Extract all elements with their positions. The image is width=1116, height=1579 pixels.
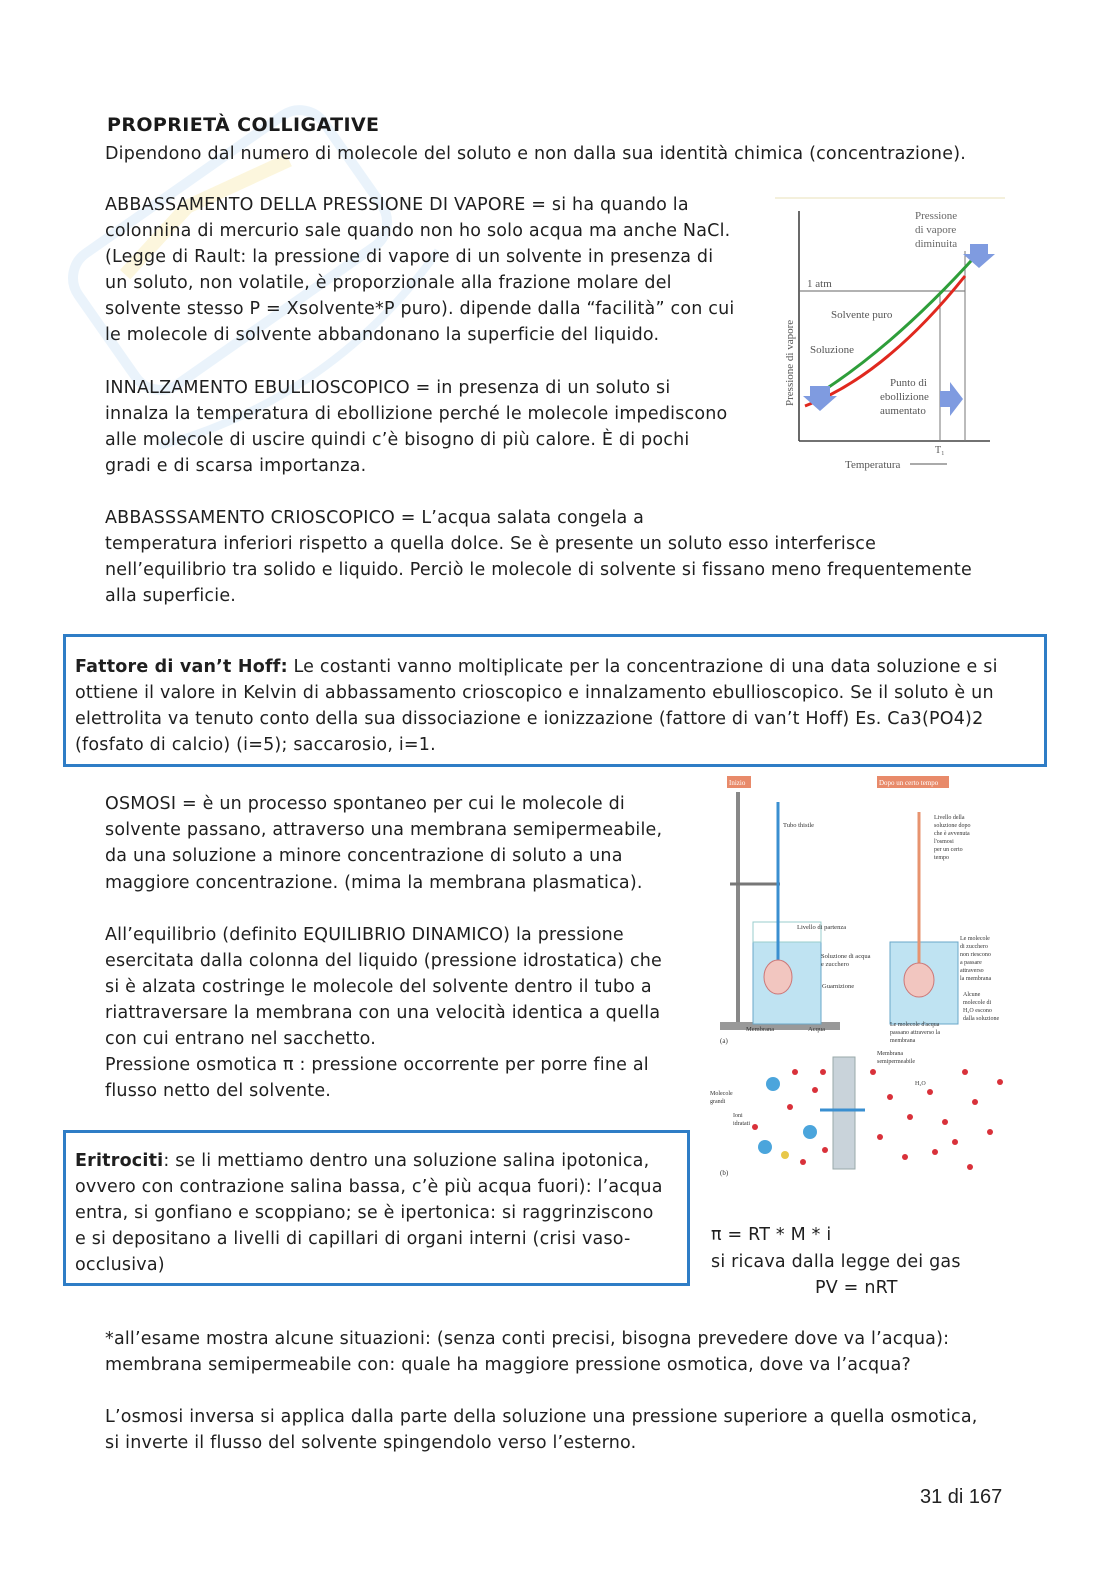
ion: [781, 1151, 789, 1159]
label-solution-1: Soluzione di acqua: [821, 953, 871, 960]
tag-after: Dopo un certo tempo: [879, 779, 939, 787]
label-lowered-2: di vapore: [915, 224, 957, 236]
erythro-line: ovvero con contrazione salina bassa, c’è più acqua fuori): l’acqua: [75, 1177, 663, 1197]
vapor-line: le molecole di solvente abbandonano la superficie del liquido.: [105, 325, 660, 345]
equilibrium-line: esercitata dalla colonna del liquido (pressione idrostatica) che: [105, 951, 663, 971]
water-molecules: [752, 1069, 1003, 1170]
vapor-line: un soluto, non volatile, è proporzionale alla frazione molare del: [105, 273, 672, 293]
bag-right: [904, 963, 934, 997]
osmosis-line: solvente passano, attraverso una membrana semipermeabile,: [105, 820, 663, 840]
label-lowered-1: Pressione: [915, 210, 958, 222]
vapor-line: (Legge di Rault: la pressione di vapore di un solvente in presenza di: [105, 247, 714, 267]
label-some: dalla soluzione: [963, 1016, 1000, 1022]
erythro-line-first: [75, 1148, 649, 1174]
label-semi: Membrana: [877, 1051, 903, 1057]
label-after-level: tempo: [934, 855, 949, 861]
membrane-b: [833, 1057, 855, 1169]
label-solution-2: e zucchero: [821, 961, 849, 968]
label-gasket: Guarnizione: [822, 983, 855, 990]
label-raised-3: aumentato: [880, 405, 926, 417]
big-molecule: [758, 1140, 772, 1154]
label-water-mol: passano attraverso la: [890, 1030, 940, 1036]
reverse-line: L’osmosi inversa si applica dalla parte della soluzione una pressione superiore a quella osmotica,: [105, 1407, 978, 1427]
reverse-line: si inverte il flusso del solvente spingendolo verso l’esterno.: [105, 1433, 637, 1453]
vanthoff-line: elettrolita va tenuto conto della sua dissociazione e ionizzazione (fattore di van’t Hoff) Es. Ca3(PO4)2: [75, 709, 984, 729]
erythro-line: occlusiva): [75, 1255, 165, 1275]
osmotic-formula: π = RT * M * i: [711, 1225, 832, 1245]
label-raised-2: ebollizione: [880, 391, 929, 403]
eritrociti-box: [63, 1130, 690, 1286]
label-after-level: soluzione dopo: [934, 823, 971, 829]
label-some: H₂O escono: [963, 1008, 992, 1014]
label-some: Alcune: [963, 992, 981, 998]
vanthoff-line: ottiene il valore in Kelvin di abbassamento crioscopico e innalzamento ebullioscopico. Se il soluto è un: [75, 683, 994, 703]
label-water: Acqua: [808, 1026, 825, 1033]
bag-left: [764, 960, 792, 994]
cryo-line: alla superficie.: [105, 586, 237, 606]
vapor-line: solvente stesso P = Xsolvente*P puro). dipende dalla “facilità” con cui: [105, 299, 735, 319]
boiling-line: alle molecole di uscire quindi c’è bisogno di più calore. È di pochi: [105, 430, 690, 450]
cryo-line: ABBASSSAMENTO CRIOSCOPICO = L’acqua salata congela a: [105, 508, 645, 528]
label-atm: 1 atm: [807, 278, 832, 290]
label-after-level: che è avvenuta: [934, 831, 970, 837]
page-number: 31 di 167: [920, 1486, 1003, 1508]
vanthoff-line: (fosfato di calcio) (i=5); saccarosio, i=1.: [75, 735, 436, 755]
equilibrium-line: con cui entrano nel sacchetto.: [105, 1029, 377, 1049]
big-molecule: [766, 1077, 780, 1091]
intro-text: Dipendono dal numero di molecole del soluto e non dalla sua identità chimica (concentrazione).: [105, 144, 966, 164]
vanthoff-first-line: Le costanti vanno moltiplicate per la concentrazione di una data soluzione e si: [287, 657, 998, 677]
label-pure: Solvente puro: [831, 309, 893, 321]
label-membrane: Membrana: [746, 1026, 775, 1033]
label-sugar: Le molecole: [960, 936, 990, 942]
exam-line: *all’esame mostra alcune situazioni: (senza conti precisi, bisogna prevedere dove va l’acqua):: [105, 1329, 950, 1349]
label-big: grandi: [710, 1099, 726, 1105]
label-sugar: attraverso: [960, 968, 984, 974]
label-b: (b): [720, 1169, 729, 1177]
osmosis-line: maggiore concentrazione. (mima la membrana plasmatica).: [105, 873, 643, 893]
label-a: (a): [720, 1037, 728, 1045]
boiling-line: INNALZAMENTO EBULLIOSCOPICO = in presenza di un soluto si: [105, 378, 671, 398]
vanthoff-box: [63, 634, 1047, 767]
label-tube: Tubo thistle: [783, 822, 815, 829]
label-water-mol: membrana: [890, 1038, 916, 1044]
cryo-line: temperatura inferiori rispetto a quella dolce. Se è presente un soluto esso interferisce: [105, 534, 877, 554]
label-sugar: a passare: [960, 960, 982, 966]
y-axis-label: Pressione di vapore: [784, 319, 796, 406]
vanthoff-line-first: [75, 654, 998, 680]
label-sugar: di zucchero: [960, 944, 988, 950]
formula-note: si ricava dalla legge dei gas: [711, 1252, 961, 1272]
erythro-first-line: : se li mettiamo dentro una soluzione salina ipotonica,: [163, 1151, 650, 1171]
label-ions: idratati: [733, 1121, 750, 1127]
label-some: molecole di: [963, 1000, 992, 1006]
label-after-level: per un certo: [934, 847, 963, 853]
vapor-line: colonnina di mercurio sale quando non ho solo acqua ma anche NaCl.: [105, 221, 731, 241]
label-solution: Soluzione: [810, 344, 854, 356]
exam-line: membrana semipermeabile con: quale ha maggiore pressione osmotica, dove va l’acqua?: [105, 1355, 911, 1375]
label-after-level: Livello della: [934, 815, 965, 821]
arrow-down-left-icon: [803, 386, 837, 411]
vapor-pressure-chart: [775, 196, 1005, 476]
equilibrium-line: flusso netto del solvente.: [105, 1081, 332, 1101]
boiling-line: innalza la temperatura di ebollizione perché le molecole impediscono: [105, 404, 728, 424]
equilibrium-line: Pressione osmotica π : pressione occorrente per porre fine al: [105, 1055, 649, 1075]
osmosis-figure: [705, 772, 1015, 1182]
big-molecule: [803, 1125, 817, 1139]
label-sugar: la membrana: [960, 976, 992, 982]
tag-start: Inizio: [729, 779, 746, 787]
equilibrium-line: All’equilibrio (definito EQUILIBRIO DINAMICO) la pressione: [105, 925, 624, 945]
cryo-line: nell’equilibrio tra solido e liquido. Perciò le molecole di solvente si fissano meno frequentemente: [105, 560, 972, 580]
erythro-line: entra, si gonfiano e scoppiano; se è ipertonica: si raggrinziscono: [75, 1203, 654, 1223]
x-axis-label: Temperatura: [845, 459, 901, 471]
arrow-right-icon: [940, 382, 963, 416]
curve-pure-solvent: [815, 251, 980, 396]
label-lowered-3: diminuita: [915, 238, 958, 250]
vapor-line: ABBASSAMENTO DELLA PRESSIONE DI VAPORE = si ha quando la: [105, 195, 689, 215]
equilibrium-line: riattraversare la membrana con una velocità identica a quella: [105, 1003, 661, 1023]
label-raised-1: Punto di: [890, 377, 927, 389]
boiling-line: gradi e di scarsa importanza.: [105, 456, 367, 476]
label-ions: Ioni: [733, 1113, 743, 1119]
vanthoff-label: Fattore di van’t Hoff:: [75, 657, 288, 677]
osmosis-line: da una soluzione a minore concentrazione di soluto a una: [105, 846, 623, 866]
equilibrium-line: si è alzata costringe le molecole del solvente dentro il tubo a: [105, 977, 652, 997]
label-tb: T₁: [935, 445, 945, 456]
label-sugar: non riescono: [960, 952, 991, 958]
page-title: PROPRIETÀ COLLIGATIVE: [107, 114, 380, 136]
label-semi: semipermeabile: [877, 1059, 915, 1065]
gas-law: PV = nRT: [815, 1278, 898, 1298]
osmosis-line: OSMOSI = è un processo spontaneo per cui le molecole di: [105, 794, 625, 814]
label-after-level: l'osmosi: [934, 839, 954, 845]
label-water-mol: Le molecole d'acqua: [890, 1022, 940, 1028]
erythro-label: Eritrociti: [75, 1151, 164, 1171]
label-big: Molecole: [710, 1091, 733, 1097]
label-level: Livello di partenza: [797, 924, 847, 931]
label-h2o: H₂O: [915, 1081, 926, 1087]
erythro-line: e si depositano a livelli di capillari di organi interni (crisi vaso-: [75, 1229, 631, 1249]
